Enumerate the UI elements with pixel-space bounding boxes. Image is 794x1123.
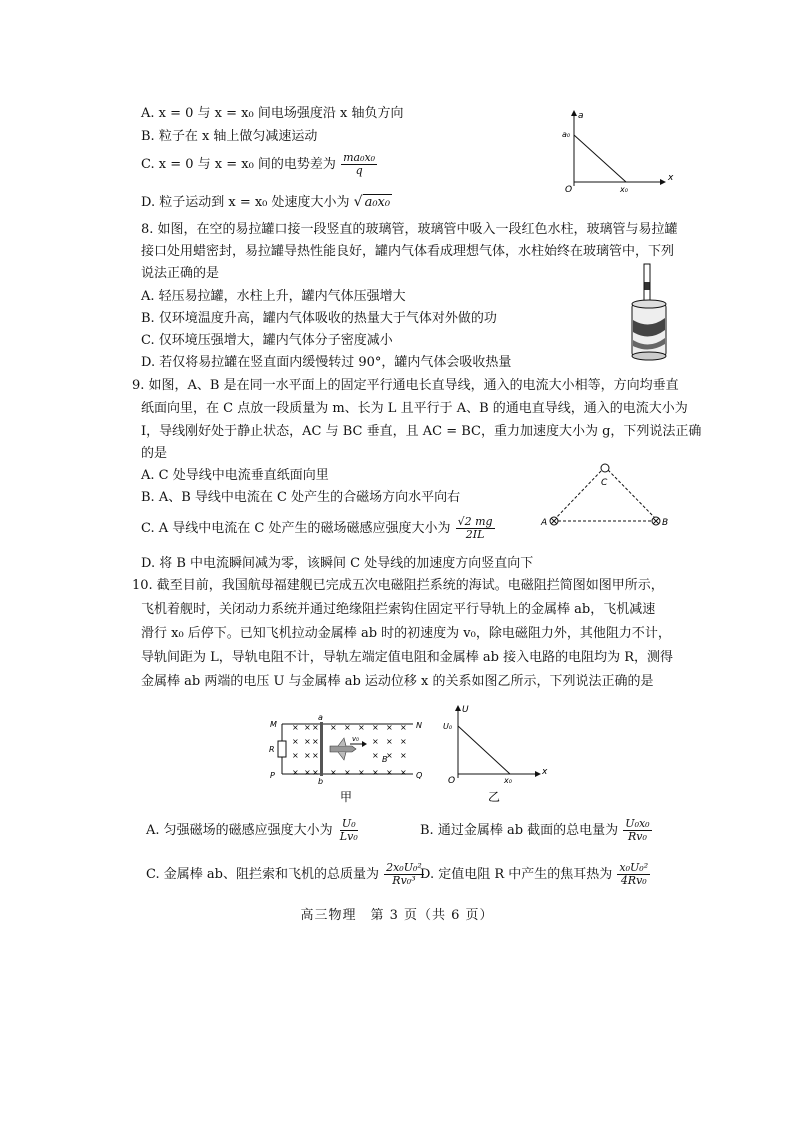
y-intercept-label: U₀ [443,722,453,731]
q10-option-c-text: C. 金属棒 ab、阻拦索和飞机的总质量为 [146,867,379,882]
point-b-label: B [662,518,669,528]
field-cross-icon: × [372,768,379,777]
x-intercept-label: x₀ [504,776,512,785]
x-intercept-label: x₀ [620,185,628,194]
q10-option-b [420,818,653,843]
velocity-label: v₀ [352,735,359,743]
field-cross-icon: × [292,768,299,777]
label-q: Q [416,771,423,780]
x-axis-arrow [660,179,666,185]
q7-option-d: D. 粒子运动到 x = x₀ 处速度大小为 √ a₀x₀ [141,194,391,210]
y-axis-label: U [462,705,469,715]
field-cross-icon: × [344,723,351,732]
q9-option-c-text: C. A 导线中电流在 C 处产生的磁场磁感应强度大小为 [141,521,451,536]
point-a-label: A [541,518,548,528]
field-cross-icon: × [386,723,393,732]
origin-label: O [448,776,456,786]
q10-stem-line2: 飞机着舰时，关闭动力系统并通过绝缘阻拦索钩住固定平行导轨上的金属棒 ab，飞机减速 [141,602,656,617]
fraction-numerator: x₀U₀² [619,861,649,874]
wire-c-circle [601,464,609,472]
fraction-numerator: U₀ [341,817,356,830]
field-cross-icon: × [304,751,311,760]
field-cross-icon: × [304,737,311,746]
q8-stem-line3: 说法正确的是 [141,266,220,281]
velocity-arrow-head [362,741,367,747]
field-cross-icon: × [372,751,379,760]
fraction-denominator: Rv₀³ [392,874,416,887]
line-ac [554,470,602,520]
field-cross-icon: × [400,723,407,732]
field-cross-icon: × [372,737,379,746]
field-cross-icon: × [330,723,337,732]
graph-line [458,726,510,774]
fraction-denominator: 2IL [465,528,485,541]
label-p: P [270,771,275,780]
label-m: M [270,720,277,729]
field-cross-icon: × [292,751,299,760]
field-cross-icon: × [304,723,311,732]
q9-stem-line3: I，导线刚好处于静止状态，AC 与 BC 垂直，且 AC = BC，重力加速度大小为 g，下列说法正确 [141,424,702,439]
fraction-denominator: Rv₀ [627,830,647,843]
q7-option-c-fraction [341,152,377,177]
metal-bar-ab [320,722,323,776]
q10-stem-line1: 10. 截至目前，我国航母福建舰已完成五次电磁阻拦系统的海试。电磁阻拦简图如图甲所示， [132,578,664,593]
q9-option-c [141,516,496,541]
q10-stem-line4: 导轨间距为 L，导轨电阻不计，导轨左端定值电阻和金属棒 ab 接入电路的电阻均为 R，测得 [141,650,674,665]
q7-option-b: B. 粒子在 x 轴上做匀减速运动 [141,129,318,144]
q10-stem-line3: 滑行 x₀ 后停下。已知飞机拉动金属棒 ab 时的初速度为 v₀，除电磁阻力外，其他阻力不计， [141,626,671,641]
fraction-numerator: 2x₀U₀² [386,861,422,874]
field-cross-icon: × [330,768,337,777]
field-cross-icon: × [292,737,299,746]
q8-option-c: C. 仅环境压强增大，罐内气体分子密度减小 [141,333,393,348]
line-bc [608,470,657,520]
y-axis-arrow [455,705,461,711]
point-c-label: C [601,478,608,488]
q9-option-a: A. C 处导线中电流垂直纸面向里 [141,468,329,483]
q9-stem-line1: 9. 如图，A、B 是在同一水平面上的固定平行通电长直导线，通入的电流大小相等，方向均垂直 [132,378,679,393]
label-n: N [416,721,422,730]
origin-label: O [565,185,573,194]
can-bottom [632,352,666,360]
x-axis-arrow [535,771,541,777]
q10-option-d-fraction [617,862,650,887]
q10-option-a [146,818,361,843]
field-cross-icon: × [358,768,365,777]
x-axis-label: x [542,767,548,777]
field-cross-icon: × [372,723,379,732]
caption-jia: 甲 [340,790,353,804]
q7-option-d-text: D. 粒子运动到 x = x₀ 处速度大小为 [141,195,350,210]
q9-option-d: D. 将 B 中电流瞬间减为零，该瞬间 C 处导线的加速度方向竖直向下 [141,556,534,571]
figure-yi-u-x-graph [440,702,550,806]
field-cross-icon: × [344,768,351,777]
q8-option-a: A. 轻压易拉罐，水柱上升，罐内气体压强增大 [141,289,406,304]
q10-option-b-fraction [623,818,651,843]
figure-jia-rail-circuit [268,714,428,806]
sqrt-expression: a₀x₀ [364,195,391,210]
resistor-r [278,741,286,757]
q7-option-a: A. x = 0 与 x = x₀ 间电场强度沿 x 轴负方向 [141,106,404,121]
caption-yi: 乙 [488,790,501,804]
q9-stem-line2: 纸面向里，在 C 点放一段质量为 m、长为 L 且平行于 A、B 的通电直导线，通入的电流大小为 [141,401,688,416]
field-cross-icon: × [304,768,311,777]
y-intercept-label: a₀ [562,130,571,139]
field-cross-icon: × [292,723,299,732]
q10-option-d-text: D. 定值电阻 R 中产生的焦耳热为 [420,867,613,882]
q10-stem-line5: 金属棒 ab 两端的电压 U 与金属棒 ab 运动位移 x 的关系如图乙所示，下列说法正确的是 [141,674,654,689]
field-cross-icon: × [358,723,365,732]
fraction-numerator: √2 mg [457,515,493,528]
field-cross-icon: × [386,768,393,777]
graph-line [574,135,626,182]
page-footer: 高三物理 第 3 页（共 6 页） [300,908,494,923]
label-field-b: B [382,755,388,764]
q10-option-a-text: A. 匀强磁场的磁感应强度大小为 [146,823,333,838]
field-cross-icon: × [400,768,407,777]
q10-option-c-fraction [384,862,424,887]
q10-option-b-text: B. 通过金属棒 ab 截面的总电量为 [420,823,619,838]
can-top [632,300,666,308]
q8-stem-line2: 接口处用蜡密封，易拉罐导热性能良好，罐内气体看成理想气体，水柱始终在玻璃管中，下列 [141,244,675,259]
q9-option-c-fraction [456,516,495,541]
y-axis-label: a [578,111,584,121]
y-axis-arrow [571,110,577,116]
field-cross-icon: × [312,723,319,732]
field-cross-icon: × [312,751,319,760]
label-a: a [318,714,323,722]
fraction-numerator: ma₀x₀ [343,151,376,164]
fraction-denominator: Lv₀ [339,830,358,843]
can-with-glass-tube-figure [628,262,676,362]
field-cross-icon: × [312,737,319,746]
field-cross-icon: × [400,751,407,760]
q10-option-d [420,862,651,887]
q7-option-c [141,152,378,177]
q9-option-b: B. A、B 导线中电流在 C 处产生的合磁场方向水平向右 [141,490,461,505]
q8-option-b: B. 仅环境温度升高，罐内气体吸收的热量大于气体对外做的功 [141,311,497,326]
label-r: R [269,745,275,754]
field-cross-icon: × [386,737,393,746]
fraction-numerator: U₀x₀ [625,817,650,830]
q7-a-x-graph [560,108,675,194]
q8-stem-line1: 8. 如图，在空的易拉罐口接一段竖直的玻璃管，玻璃管中吸入一段红色水柱，玻璃管与易拉罐 [141,222,678,237]
q10-option-a-fraction [338,818,360,843]
q8-option-d: D. 若仅将易拉罐在竖直面内缓慢转过 90°，罐内气体会吸收热量 [141,355,512,370]
fraction-denominator: q [355,164,363,177]
label-b: b [318,777,324,786]
q10-option-c [146,862,425,887]
water-column [645,282,650,290]
airplane-icon [330,746,356,752]
field-cross-icon: × [312,768,319,777]
field-cross-icon: × [386,751,393,760]
q7-option-c-text: C. x = 0 与 x = x₀ 间的电势差为 [141,157,336,172]
q9-stem-line4: 的是 [141,446,168,461]
fraction-denominator: 4Rv₀ [620,874,647,887]
x-axis-label: x [668,173,674,183]
field-cross-icon: × [400,737,407,746]
q9-wire-triangle-figure [540,460,675,532]
